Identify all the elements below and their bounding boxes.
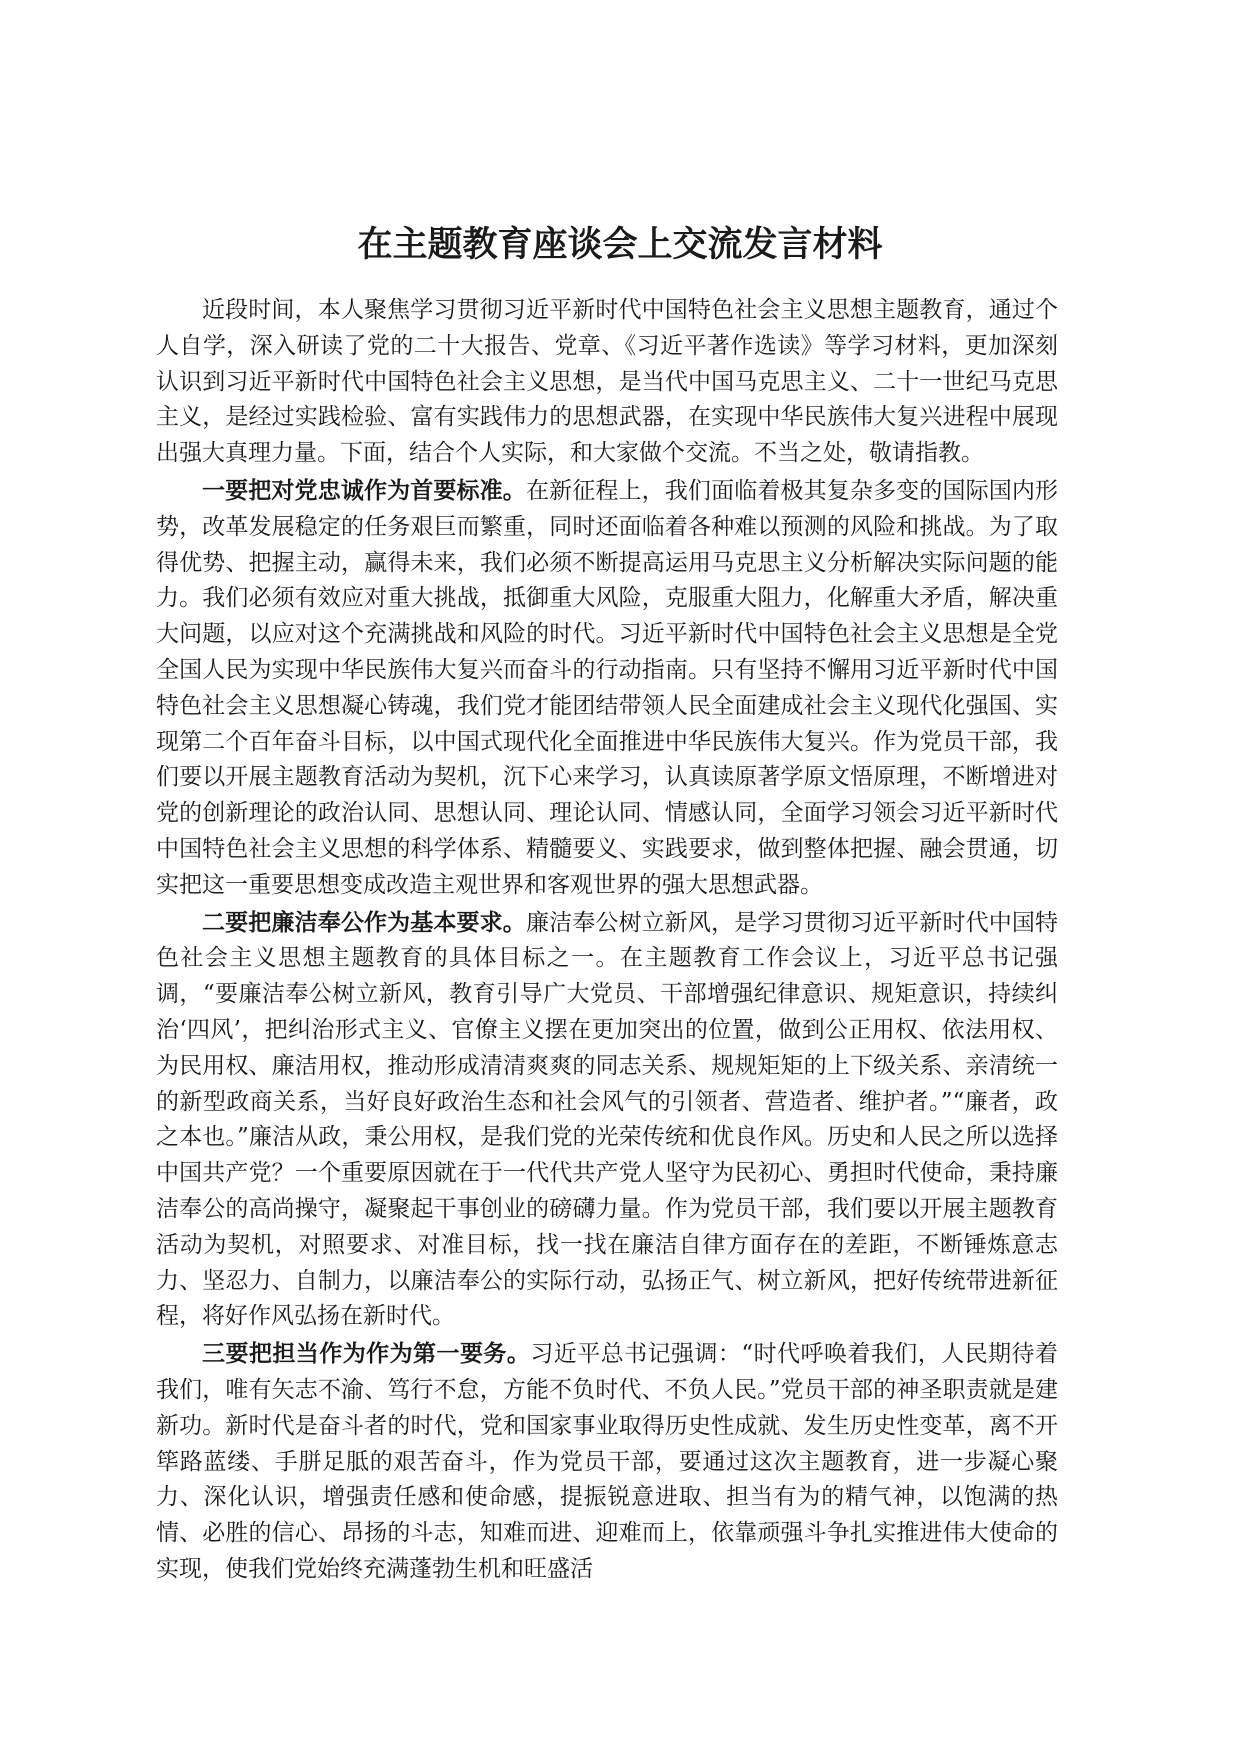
document-body bbox=[156, 292, 1058, 1589]
paragraph-lead: 一要把对党忠诚作为首要标准。 bbox=[202, 476, 526, 504]
paragraph-lead: 三要把担当作为作为第一要务。 bbox=[202, 1340, 531, 1368]
paragraph-text: 近段时间，本人聚焦学习贯彻习近平新时代中国特色社会主义思想主题教育，通过个人自学，深入研读了党的二十大报告、党章、《习近平著作选读》等学习材料，更加深刻认识到习近平新时代中国特色社会主义思想，是当代中国马克思主义、二十一世纪马克思主义，是经过实践检验、富有实践伟力的思想武器，在实现中华民族伟大复兴进程中展现出强大真理力量。下面，结合个人实际，和大家做个交流。不当之处，敬请指教。 bbox=[156, 297, 1058, 467]
document-title: 在主题教育座谈会上交流发言材料 bbox=[357, 224, 883, 265]
paragraph-point-one bbox=[156, 473, 1058, 904]
paragraph-intro bbox=[156, 292, 1058, 472]
paragraph-lead: 二要把廉洁奉公作为基本要求。 bbox=[202, 908, 526, 936]
paragraph-text: 习近平总书记强调：“时代呼唤着我们，人民期待着我们，唯有矢志不渝、笃行不怠，方能不负时代、不负人民。”党员干部的神圣职责就是建新功。新时代是奋斗者的时代，党和国家事业取得历史性成就、发生历史性变革，离不开筚路蓝缕、手胼足胝的艰苦奋斗，作为党员干部，要通过这次主题教育，进一步凝心聚力、深化认识，增强责任感和使命感，提振锐意进取、担当有为的精气神，以饱满的热情、必胜的信心、昂扬的斗志，知难而进、迎难而上，依靠顽强斗争扎实推进伟大使命的实现，使我们党始终充满蓬勃生机和旺盛活 bbox=[156, 1341, 1059, 1582]
paragraph-point-two bbox=[156, 905, 1058, 1336]
paragraph-point-three bbox=[156, 1336, 1058, 1588]
paragraph-text: 廉洁奉公树立新风，是学习贯彻习近平新时代中国特色社会主义思想主题教育的具体目标之一。在主题教育工作会议上，习近平总书记强调，“要廉洁奉公树立新风，教育引导广大党员、干部增强纪律意识、规矩意识，持续纠治‘四风’，把纠治形式主义、官僚主义摆在更加突出的位置，做到公正用权、依法用权、为民用权、廉洁用权，推动形成清清爽爽的同志关系、规规矩矩的上下级关系、亲清统一的新型政商关系，当好良好政治生态和社会风气的引领者、营造者、维护者。”“廉者，政之本也。”廉洁从政，秉公用权，是我们党的光荣传统和优良作风。历史和人民之所以选择中国共产党？一个重要原因就在于一代代共产党人坚守为民初心、勇担时代使命，秉持廉洁奉公的高尚操守，凝聚起干事创业的磅礴力量。作为党员干部，我们要以开展主题教育活动为契机，对照要求、对准目标，找一找在廉洁自律方面存在的差距，不断锤炼意志力、坚忍力、自制力，以廉洁奉公的实际行动，弘扬正气、树立新风，把好传统带进新征程，将好作风弘扬在新时代。 bbox=[156, 909, 1059, 1330]
paragraph-text: 在新征程上，我们面临着极其复杂多变的国际国内形势，改革发展稳定的任务艰巨而繁重，同时还面临着各种难以预测的风险和挑战。为了取得优势、把握主动，赢得未来，我们必须不断提高运用马克思主义分析解决实际问题的能力。我们必须有效应对重大挑战，抵御重大风险，克服重大阻力，化解重大矛盾，解决重大问题，以应对这个充满挑战和风险的时代。习近平新时代中国特色社会主义思想是全党全国人民为实现中华民族伟大复兴而奋斗的行动指南。只有坚持不懈用习近平新时代中国特色社会主义思想凝心铸魂，我们党才能团结带领人民全面建成社会主义现代化强国、实现第二个百年奋斗目标，以中国式现代化全面推进中华民族伟大复兴。作为党员干部，我们要以开展主题教育活动为契机，沉下心来学习，认真读原著学原文悟原理，不断增进对党的创新理论的政治认同、思想认同、理论认同、情感认同，全面学习领会习近平新时代中国特色社会主义思想的科学体系、精髓要义、实践要求，做到整体把握、融会贯通，切实把这一重要思想变成改造主观世界和客观世界的强大思想武器。 bbox=[156, 477, 1059, 898]
